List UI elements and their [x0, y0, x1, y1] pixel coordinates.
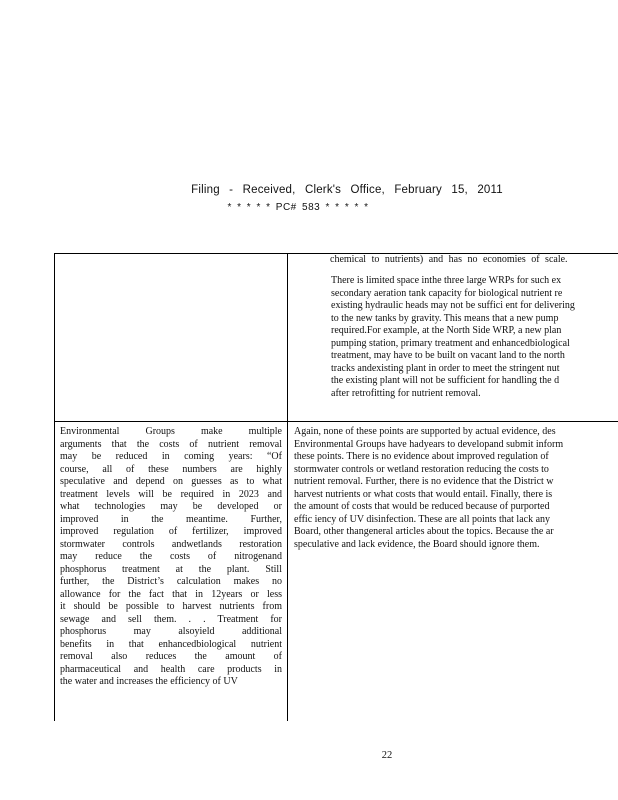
text-line: after retrofitting for nutrient removal. [331, 387, 481, 399]
environmental-groups-argument [60, 426, 282, 689]
text-line: There is limited space inthe three large WRPs for such ex [331, 275, 562, 286]
continued-text: chemical to nutrients) and has no economies of scale. [330, 254, 568, 265]
text-line: Environmental Groups make multiple [60, 426, 282, 437]
text-line: it should be possible to harvest nutrients from [60, 601, 282, 612]
text-line: what technologies may be developed or [60, 501, 282, 512]
table-left-border [54, 253, 55, 721]
text-line: existing hydraulic heads may not be suffici ent for delivering [331, 300, 575, 311]
text-line: removal also reduces the amount of [60, 651, 282, 662]
text-line: treatment, may have to be built on vacant land to the north [331, 350, 565, 361]
text-line: Board, other thangeneral articles about the topics. Because the ar [294, 526, 554, 537]
text-line: tracks andexisting plant in order to meet the stringent nut [331, 362, 560, 374]
text-line: arguments that the costs of nutrient removal [60, 438, 282, 450]
text-line: phosphorus treatment at the plant. Still [60, 563, 282, 575]
filing-stamp: Filing - Received, Clerk's Office, February 15, 2011 [191, 184, 503, 196]
board-response [294, 426, 618, 551]
text-line: stormwater controls andwetlands restoration [60, 538, 282, 550]
table-row-divider [54, 421, 618, 422]
text-line: course, all of these numbers are highly [60, 463, 282, 475]
text-line: speculative and depend on guesses as to what [60, 476, 282, 487]
text-line: may reduce the costs of nitrogenand [60, 551, 282, 562]
text-line: these points. There is no evidence about improved regulation of [294, 451, 549, 462]
text-line: Environmental Groups have hadyears to developand submit inform [294, 438, 564, 450]
page-number: 22 [381, 750, 393, 761]
text-line: stormwater controls or wetland restoration reducing the costs to [294, 463, 549, 475]
text-line: nutrient removal. Further, there is no evidence that the District w [294, 476, 554, 487]
text-line: further, the District’s calculation makes no [60, 576, 282, 587]
text-line: treatment levels will be required in 2023 and [60, 488, 282, 500]
text-line: may be reduced in coming years: “Of [60, 451, 282, 462]
text-line: sewage and sell them. . . Treatment for [60, 613, 282, 625]
text-line: the water and increases the efficiency of UV [60, 676, 238, 687]
text-line: to the new tanks by gravity. This means that a new pump [331, 312, 559, 324]
text-line: improved in the meantime. Further, [60, 513, 282, 525]
text-line: harvest nutrients or what costs that would entail. Finally, there is [294, 488, 553, 500]
table-column-divider [287, 253, 288, 721]
text-line: benefits in that enhancedbiological nutrient [60, 638, 282, 650]
text-line: secondary aeration tank capacity for biological nutrient re [331, 287, 563, 299]
text-line: effic iency of UV disinfection. These are all points that lack any [294, 513, 551, 525]
text-line: the amount of costs that would be reduced because of purported [294, 501, 550, 512]
text-line: improved regulation of fertilizer, improved [60, 526, 282, 537]
text-line: allowance for the fact that in 12years or less [60, 588, 282, 600]
text-line: pharmaceutical and health care products in [60, 663, 282, 675]
text-line: the existing plant will not be sufficient for handling the d [331, 375, 560, 386]
bullet-paragraph [331, 275, 618, 400]
text-line: phosphorus may alsoyield additional [60, 626, 282, 637]
text-line: pumping station, primary treatment and enhancedbiological [331, 337, 570, 349]
text-line: speculative and lack evidence, the Board should ignore them. [294, 538, 540, 550]
text-line: Again, none of these points are supported by actual evidence, des [294, 426, 556, 437]
pc-number: * * * * * PC# 583 * * * * * [227, 202, 369, 213]
text-line: required.For example, at the North Side WRP, a new plan [331, 325, 562, 336]
